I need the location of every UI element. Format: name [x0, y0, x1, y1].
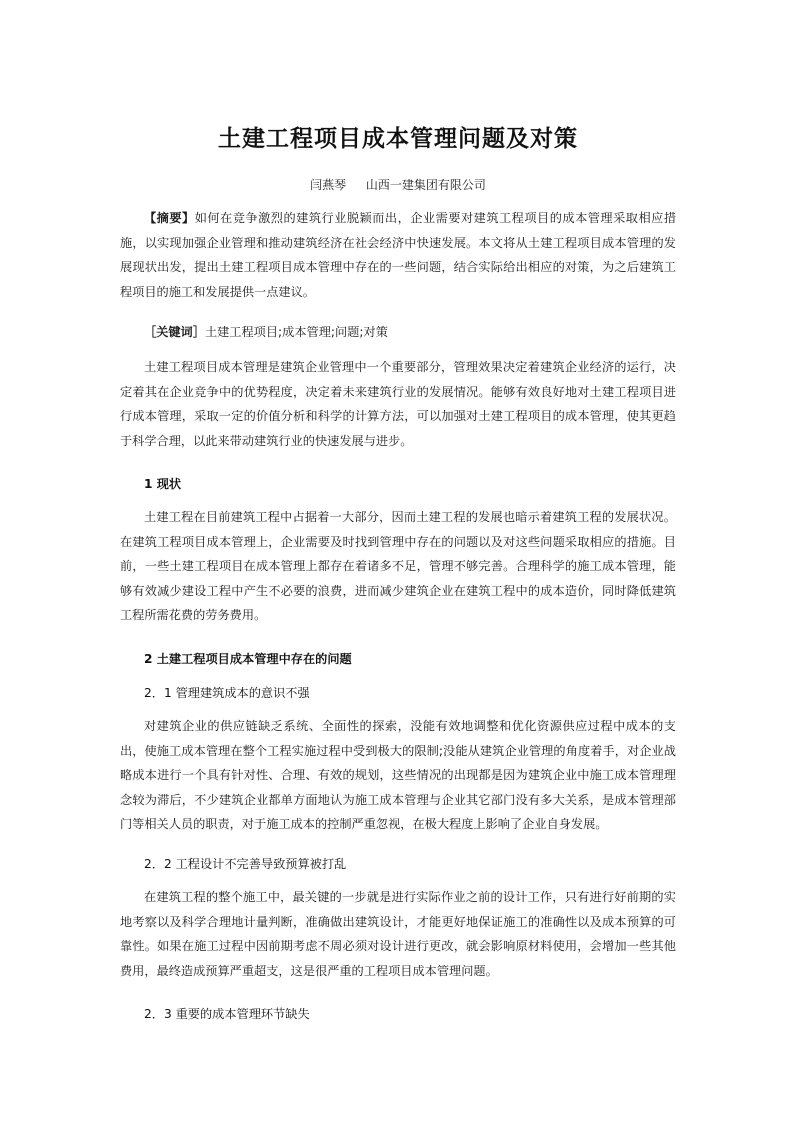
section-2-1-heading: 2．1 管理建筑成本的意识不强 [144, 686, 310, 700]
section-2-1-paragraph: 对建筑企业的供应链缺乏系统、全面性的探索，没能有效地调整和优化资源供应过程中成本的支出，使施工成本管理在整个工程实施过程中受到极大的限制;没能从建筑企业管理的角度着手，对企业战略成本进行一个具有针对性、合理、有效的规划，这些情况的出现都是因为建筑企业中施工成本管理理念较为滞后，不少建筑企业都单方面地认为施工成本管理与企业其它部门没有多大关系，是成本管理部门等相关人员的职责，对于施工成本的控制严重忽视，在极大程度上影响了企业自身发展。 [120, 719, 676, 832]
section-1-heading: 1 现状 [144, 477, 182, 491]
keywords-text: 土建工程项目;成本管理;问题;对策 [204, 325, 388, 339]
section-2-2-paragraph: 在建筑工程的整个施工中，最关键的一步就是进行实际作业之前的设计工作，只有进行好前期的实地考察以及科学合理地计量判断，准确做出建筑设计，才能更好地保证施工的准确性以及成本预算的可靠性。如果在施工过程中因前期考虑不周必须对设计进行更改，就会影响原材料使用，会增加一些其他费用，最终造成预算严重超支，这是很严重的工程项目成本管理问题。 [120, 890, 676, 978]
section-2-2-heading: 2．2 工程设计不完善导致预算被打乱 [144, 857, 347, 871]
author-line [120, 176, 676, 193]
section-2-heading: 2 土建工程项目成本管理中存在的问题 [144, 652, 352, 666]
author-name: 闫燕琴 [310, 178, 347, 192]
abstract-paragraph [120, 206, 676, 304]
abstract-label: 【摘要】 [144, 211, 195, 225]
keywords-paragraph [120, 320, 676, 345]
keywords-label: ［关键词］ [144, 325, 205, 339]
article-title: 土建工程项目成本管理问题及对策 [218, 125, 578, 152]
intro-paragraph: 土建工程项目成本管理是建筑企业管理中一个重要部分，管理效果决定着建筑企业经济的运行，决定着其在企业竞争中的优势程度，决定着未来建筑行业的发展情况。能够有效良好地对土建工程项目进行成本管理，采取一定的价值分析和科学的计算方法，可以加强对土建工程项目的成本管理，使其更趋于科学合理，以此来带动建筑行业的快速发展与进步。 [120, 360, 676, 448]
author-affiliation: 山西一建集团有限公司 [365, 178, 486, 192]
abstract-text: 如何在竞争激烈的建筑行业脱颖而出，企业需要对建筑工程项目的成本管理采取相应措施，以实现加强企业管理和推动建筑经济在社会经济中快速发展。本文将从土建工程项目成本管理的发展现状出发，提出土建工程项目成本管理中存在的一些问题，结合实际给出相应的对策，为之后建筑工程项目的施工和发展提供一点建议。 [120, 211, 677, 299]
section-2-3-heading: 2．3 重要的成本管理环节缺失 [144, 1007, 310, 1021]
section-1-paragraph: 土建工程在目前建筑工程中占据着一大部分，因而土建工程的发展也暗示着建筑工程的发展状况。在建筑工程项目成本管理上，企业需要及时找到管理中存在的问题以及对这些问题采取相应的措施。目前，一些土建工程项目在成本管理上都存在着诸多不足，管理不够完善。合理科学的施工成本管理，能够有效减少建设工程中产生不必要的浪费，进而减少建筑企业在建筑工程中的成本造价，同时降低建筑工程所需花费的劳务费用。 [120, 510, 676, 623]
